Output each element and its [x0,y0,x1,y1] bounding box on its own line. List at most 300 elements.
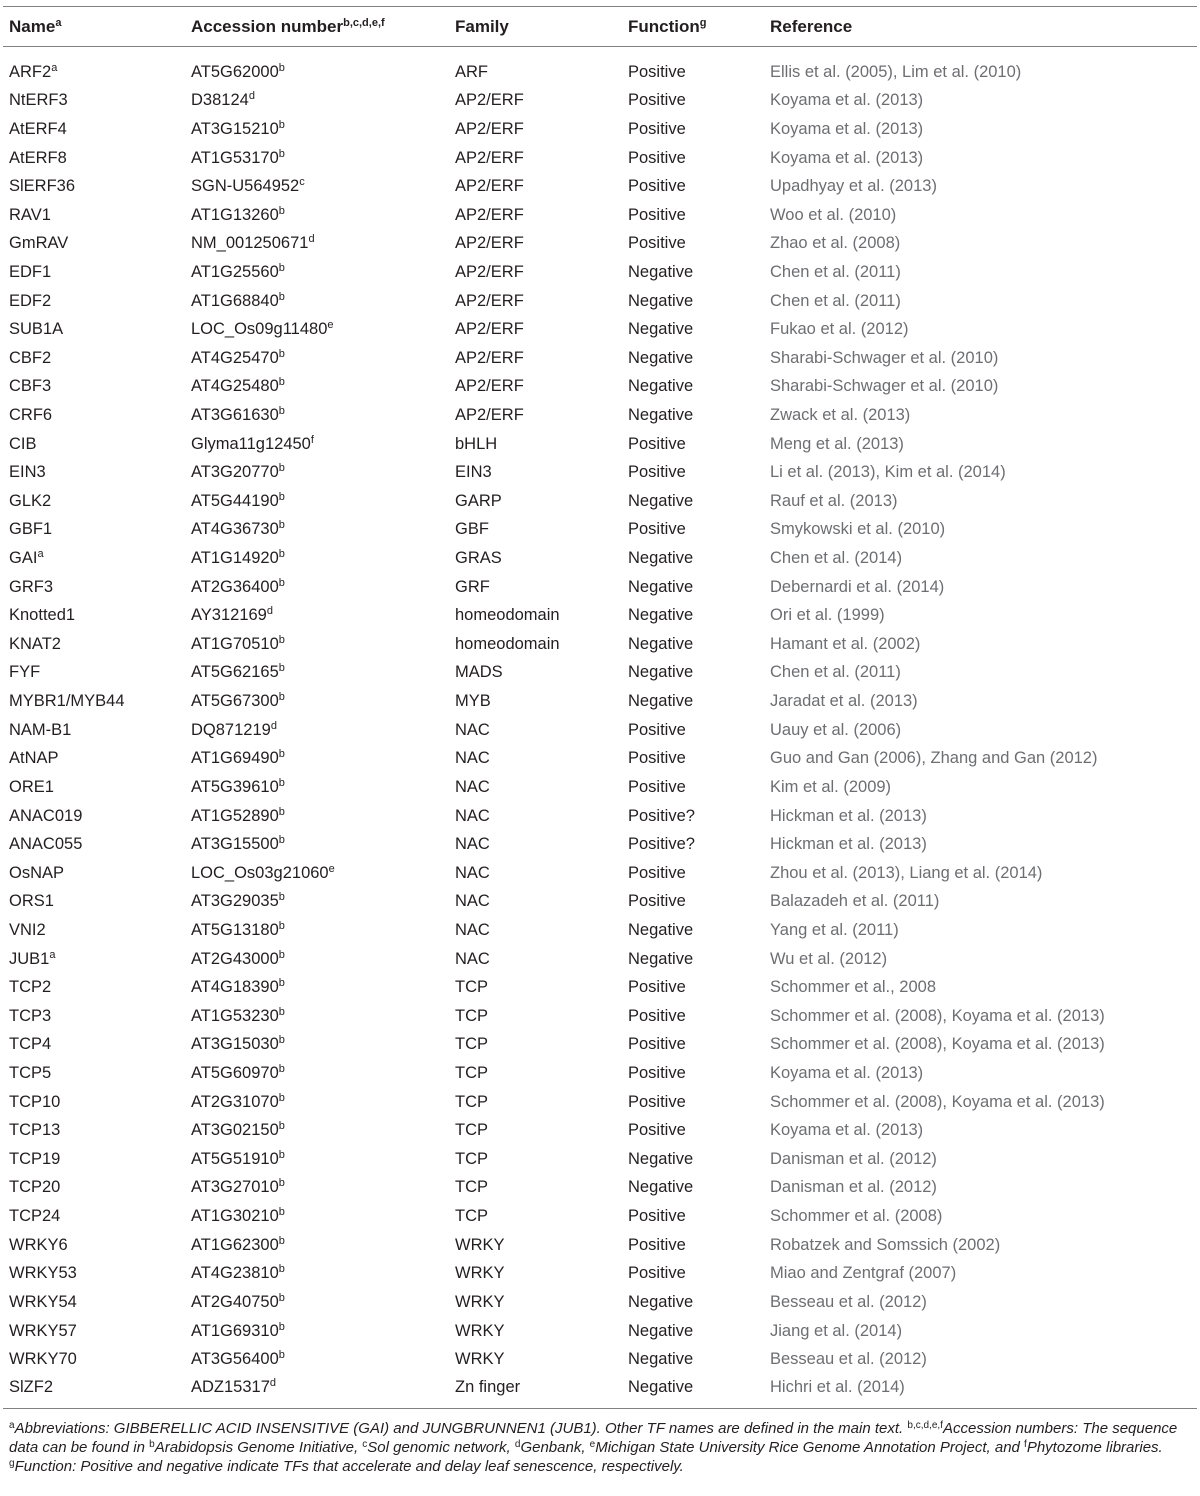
cell-function [622,1345,764,1374]
cell-name [3,1288,185,1317]
accession-number: AT3G56400 [191,1350,279,1369]
cell-family [449,172,622,201]
cell-reference [764,1317,1197,1346]
reference-text: Besseau et al. (2012) [770,1350,927,1369]
tf-function: Negative [628,262,694,281]
tf-name: WRKY6 [9,1235,68,1254]
tf-name: FYF [9,663,41,682]
table-row [3,1116,1197,1145]
tf-function: Positive [628,777,686,796]
accession-number: AY312169 [191,606,267,625]
accession-number: AT5G62000 [191,63,279,82]
tf-family: AP2/ERF [455,177,524,196]
cell-accession [185,630,449,659]
accession-sup: b [278,1091,285,1104]
cell-family [449,973,622,1002]
table-row [3,573,1197,602]
cell-reference [764,201,1197,230]
table-row [3,1288,1197,1317]
accession-sup: d [308,233,315,246]
table-row [3,601,1197,630]
table-row [3,1374,1197,1408]
tf-family: AP2/ERF [455,291,524,310]
accession-number: DQ871219 [191,720,271,739]
accession-sup: b [278,261,285,274]
table-row [3,172,1197,201]
cell-name [3,830,185,859]
cell-name [3,1002,185,1031]
cell-family [449,458,622,487]
cell-name [3,373,185,402]
tf-name: WRKY57 [9,1321,77,1340]
reference-text: Upadhyay et al. (2013) [770,177,937,196]
tf-name: GBF1 [9,520,53,539]
footnote-d-text: Genbank, [520,1438,590,1456]
accession-number: ADZ15317 [191,1378,270,1397]
cell-accession [185,773,449,802]
cell-function [622,716,764,745]
accession-sup: b [278,748,285,761]
accession-sup: d [270,719,277,732]
tf-family: AP2/ERF [455,262,524,281]
tf-family: bHLH [455,434,498,453]
cell-reference [764,544,1197,573]
tf-name: TCP24 [9,1207,61,1226]
cell-accession [185,344,449,373]
reference-text: Hickman et al. (2013) [770,806,927,825]
reference-text: Miao and Zentgraf (2007) [770,1264,957,1283]
cell-family [449,287,622,316]
cell-function [622,601,764,630]
cell-reference [764,859,1197,888]
cell-name [3,1259,185,1288]
footnote-e-mark: e [589,1438,596,1450]
accession-sup: b [278,147,285,160]
table-row [3,144,1197,173]
table-row [3,401,1197,430]
accession-sup: b [278,548,285,561]
cell-accession [185,601,449,630]
cell-family [449,1231,622,1260]
tf-name: TCP20 [9,1178,61,1197]
cell-reference [764,973,1197,1002]
accession-number: AT5G51910 [191,1149,279,1168]
accession-sup: b [278,977,285,990]
cell-reference [764,1116,1197,1145]
tf-family: EIN3 [455,463,492,482]
tf-name: EIN3 [9,463,46,482]
cell-accession [185,1059,449,1088]
reference-text: Woo et al. (2010) [770,205,897,224]
table-row [3,945,1197,974]
accession-sup: b [278,1320,285,1333]
tf-family: AP2/ERF [455,234,524,253]
reference-text: Hickman et al. (2013) [770,835,927,854]
accession-sup: b [278,462,285,475]
reference-text: Uauy et al. (2006) [770,720,902,739]
cell-family [449,230,622,259]
cell-name [3,144,185,173]
tf-function: Negative [628,1378,694,1397]
cell-accession [185,458,449,487]
cell-accession [185,716,449,745]
tf-function: Positive [628,234,686,253]
cell-family [449,47,622,87]
cell-family [449,1345,622,1374]
cell-name [3,773,185,802]
cell-name [3,1345,185,1374]
cell-name [3,230,185,259]
tf-name: ANAC019 [9,806,83,825]
reference-text: Balazadeh et al. (2011) [770,892,940,911]
tf-name: EDF1 [9,262,52,281]
accession-number: AT4G25480 [191,377,279,396]
cell-family [449,601,622,630]
cell-accession [185,1231,449,1260]
tf-function: Positive [628,863,686,882]
cell-family [449,487,622,516]
cell-accession [185,573,449,602]
reference-text: Danisman et al. (2012) [770,1178,937,1197]
tf-function: Positive [628,177,686,196]
cell-accession [185,172,449,201]
tf-function: Negative [628,949,694,968]
cell-reference [764,888,1197,917]
cell-accession [185,315,449,344]
cell-name [3,630,185,659]
cell-name [3,115,185,144]
table-row [3,1174,1197,1203]
tf-name: TCP19 [9,1149,61,1168]
header-name-label: Name [9,16,56,36]
cell-function [622,945,764,974]
table-row [3,630,1197,659]
tf-name: CBF2 [9,348,52,367]
tf-family: TCP [455,1178,488,1197]
accession-number: AT2G36400 [191,577,279,596]
cell-name [3,87,185,116]
tf-family: TCP [455,1035,488,1054]
accession-sup: b [278,919,285,932]
cell-function [622,1059,764,1088]
tf-name: ANAC055 [9,835,83,854]
reference-text: Schommer et al. (2008), Koyama et al. (2013) [770,1006,1105,1025]
cell-family [449,1059,622,1088]
tf-name: WRKY54 [9,1292,77,1311]
footnote-g-text: Function: Positive and negative indicate TFs that accelerate and delay leaf senescence, respectively. [14,1457,684,1475]
accession-sup: b [278,204,285,217]
cell-family [449,87,622,116]
cell-family [449,830,622,859]
tf-name-sup: a [37,548,44,561]
reference-text: Jiang et al. (2014) [770,1321,903,1340]
tf-family: AP2/ERF [455,377,524,396]
accession-sup: b [278,1234,285,1247]
cell-function [622,573,764,602]
cell-accession [185,1288,449,1317]
cell-name [3,544,185,573]
cell-function [622,430,764,459]
table-row [3,230,1197,259]
accession-number: AT1G53170 [191,148,279,167]
cell-reference [764,458,1197,487]
tf-function: Negative [628,406,694,424]
cell-function [622,1116,764,1145]
footnote-d-mark: d [514,1438,521,1450]
cell-accession [185,1317,449,1346]
reference-text: Zwack et al. (2013) [770,406,911,424]
cell-reference [764,830,1197,859]
footnote-b-mark: b [149,1438,155,1450]
cell-family [449,430,622,459]
tf-family: WRKY [455,1264,505,1283]
cell-accession [185,1031,449,1060]
accession-number: AT2G40750 [191,1292,279,1311]
cell-family [449,945,622,974]
reference-text: Smykowski et al. (2010) [770,520,946,539]
cell-accession [185,1345,449,1374]
cell-accession [185,1116,449,1145]
tf-family: WRKY [455,1235,505,1254]
header-name [3,7,185,47]
cell-function [622,258,764,287]
reference-text: Schommer et al. (2008), Koyama et al. (2013) [770,1092,1105,1111]
accession-number: AT3G15210 [191,119,279,138]
cell-name [3,601,185,630]
tf-function: Negative [628,606,694,625]
accession-number: AT1G68840 [191,291,279,310]
accession-sup: b [278,1263,285,1276]
tf-function: Positive [628,1035,686,1054]
cell-family [449,1174,622,1203]
reference-text: Besseau et al. (2012) [770,1292,927,1311]
tf-name: KNAT2 [9,634,61,653]
accession-sup: d [266,605,273,618]
cell-name [3,659,185,688]
tf-name: GRF3 [9,577,54,596]
reference-text: Danisman et al. (2012) [770,1149,937,1168]
table-row [3,687,1197,716]
accession-sup: e [328,862,335,875]
tf-name: NtERF3 [9,91,68,110]
tf-function: Negative [628,1350,694,1369]
cell-accession [185,230,449,259]
cell-family [449,573,622,602]
reference-text: Guo and Gan (2006), Zhang and Gan (2012) [770,749,1098,768]
cell-reference [764,1259,1197,1288]
tf-name: OsNAP [9,863,65,882]
footnote-e-text: Michigan State University Rice Genome Annotation Project, and [595,1438,1025,1456]
footnote-a-text: Abbreviations: GIBBERELLIC ACID INSENSITIVE (GAI) and JUNGBRUNNEN1 (JUB1). Other TF names are defined in the main text. [14,1419,908,1437]
reference-text: Sharabi-Schwager et al. (2010) [770,348,999,367]
table-row [3,1345,1197,1374]
table-row [3,344,1197,373]
cell-family [449,115,622,144]
reference-text: Schommer et al. (2008) [770,1207,943,1226]
cell-accession [185,745,449,774]
table-row [3,544,1197,573]
table-row [3,1202,1197,1231]
table-body [3,47,1197,1408]
cell-reference [764,258,1197,287]
accession-number: AT1G53230 [191,1006,279,1025]
cell-function [622,230,764,259]
accession-number: AT5G60970 [191,1064,279,1083]
reference-text: Meng et al. (2013) [770,434,904,453]
tf-family: NAC [455,920,490,939]
accession-sup: b [278,1206,285,1219]
tf-function: Positive [628,1092,686,1111]
cell-name [3,945,185,974]
cell-function [622,859,764,888]
cell-name [3,687,185,716]
tf-family: AP2/ERF [455,119,524,138]
cell-family [449,716,622,745]
tf-family: AP2/ERF [455,348,524,367]
accession-number: AT3G15030 [191,1035,279,1054]
header-name-sup: a [55,16,62,29]
tf-name: AtNAP [9,749,59,768]
cell-name [3,172,185,201]
accession-number: AT4G36730 [191,520,279,539]
cell-reference [764,1288,1197,1317]
cell-function [622,144,764,173]
cell-function [622,1145,764,1174]
cell-family [449,888,622,917]
tf-function: Positive [628,148,686,167]
tf-family: ARF [455,63,488,82]
table-row [3,830,1197,859]
cell-family [449,745,622,774]
reference-text: Jaradat et al. (2013) [770,692,918,711]
accession-sup: d [269,1377,277,1390]
table-row [3,373,1197,402]
tf-family: GBF [455,520,489,539]
tf-family: GRF [455,577,490,596]
cell-function [622,830,764,859]
cell-family [449,401,622,430]
cell-family [449,859,622,888]
cell-reference [764,1174,1197,1203]
cell-reference [764,687,1197,716]
tf-function: Positive [628,1064,686,1083]
cell-accession [185,859,449,888]
accession-number: AT1G30210 [191,1207,279,1226]
cell-function [622,458,764,487]
cell-name [3,430,185,459]
cell-family [449,373,622,402]
cell-accession [185,373,449,402]
accession-number: AT1G70510 [191,634,279,653]
cell-accession [185,1174,449,1203]
cell-function [622,1088,764,1117]
cell-name [3,344,185,373]
cell-accession [185,430,449,459]
cell-reference [764,945,1197,974]
table-row [3,773,1197,802]
tf-name: VNI2 [9,920,46,939]
tf-name: CRF6 [9,406,53,424]
cell-function [622,287,764,316]
cell-function [622,172,764,201]
accession-sup: b [278,1291,285,1304]
tf-name: SUB1A [9,320,64,339]
tf-name: NAM-B1 [9,720,72,739]
tf-family: TCP [455,1092,488,1111]
accession-sup: b [278,776,285,789]
cell-name [3,201,185,230]
tf-function: Positive? [628,835,695,854]
table-row [3,1317,1197,1346]
tf-name: ARF2 [9,63,52,82]
accession-number: AT1G69310 [191,1321,279,1340]
cell-reference [764,630,1197,659]
tf-function: Negative [628,1149,694,1168]
accession-number: AT5G39610 [191,777,279,796]
cell-accession [185,1259,449,1288]
footnote-c-text: Sol genomic network, [367,1438,515,1456]
reference-text: Kim et al. (2009) [770,777,892,796]
cell-accession [185,1374,449,1408]
cell-family [449,544,622,573]
accession-sup: b [278,347,285,360]
tf-function: Positive [628,520,686,539]
tf-name: TCP13 [9,1121,61,1140]
table-row [3,287,1197,316]
tf-name: ORE1 [9,777,54,796]
cell-function [622,47,764,87]
footnote-c-mark: c [362,1438,368,1450]
cell-name [3,1145,185,1174]
tf-name: TCP5 [9,1064,52,1083]
cell-function [622,401,764,430]
table-row [3,888,1197,917]
footnote-f-mark: f [1024,1438,1027,1450]
footnote-f-text: Phytozome libraries. [1026,1438,1163,1456]
tf-name: Knotted1 [9,606,76,625]
reference-text: Hamant et al. (2002) [770,634,921,653]
header-function-label: Function [628,16,700,36]
table-bottom-rule [3,1408,1197,1409]
accession-number: AT1G62300 [191,1235,279,1254]
accession-sup: b [278,62,285,75]
reference-text: Robatzek and Somssich (2002) [770,1235,1001,1254]
tf-function: Negative [628,692,694,711]
cell-function [622,487,764,516]
reference-text: Yang et al. (2011) [770,920,899,939]
cell-family [449,344,622,373]
table-row [3,1231,1197,1260]
reference-text: Koyama et al. (2013) [770,119,924,138]
tf-function: Negative [628,1178,694,1197]
accession-sup: b [278,633,285,646]
footnote-g-mark: g [9,1457,15,1469]
tf-name: CBF3 [9,377,52,396]
tf-family: homeodomain [455,606,560,625]
cell-accession [185,115,449,144]
cell-function [622,516,764,545]
tf-function: Negative [628,577,694,596]
accession-sup: b [278,1349,285,1362]
tf-function: Negative [628,920,694,939]
table-row [3,487,1197,516]
cell-function [622,973,764,1002]
tf-name: MYBR1/MYB44 [9,692,125,711]
cell-reference [764,115,1197,144]
cell-reference [764,315,1197,344]
tf-name: GAI [9,549,38,568]
header-function [622,7,764,47]
